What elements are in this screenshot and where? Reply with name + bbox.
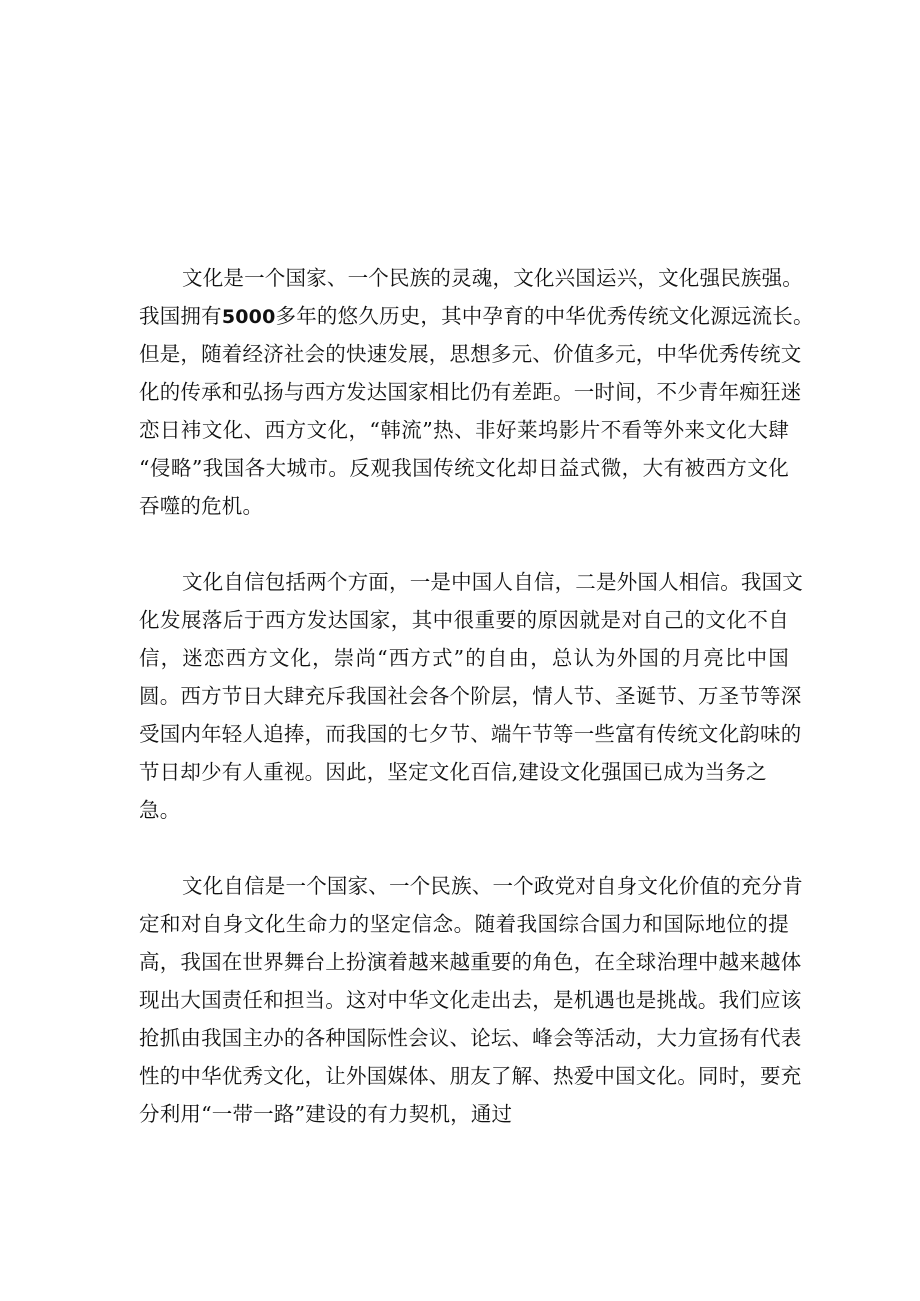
text-line: 性的中华优秀文化，让外国媒体、朋友了解、热爱中国文化。同时，要充 — [139, 1064, 802, 1088]
text-line: 急。 — [139, 798, 181, 822]
text-line: 受国内年轻人追捧，而我国的七夕节、端午节等一些富有传统文化韵味的 — [139, 722, 802, 746]
text-line: 节日却少有人重视。因此，坚定文化百信,建设文化强国已成为当务之 — [139, 760, 767, 784]
text-line: 化发展落后于西方发达国家，其中很重要的原因就是对自己的文化不自 — [139, 608, 789, 632]
text-line: “侵略”我国各大城市。反观我国传统文化却日益式微，大有被西方文化 — [139, 456, 789, 480]
number-5000: 5000 — [221, 306, 276, 328]
paragraph-3 — [139, 867, 803, 1133]
text-line: 现出大国责任和担当。这对中华文化走出去，是机遇也是挑战。我们应该 — [139, 988, 802, 1012]
paragraph-2 — [139, 563, 803, 829]
text-line: 信，迷恋西方文化，崇尚“西方式”的自由，总认为外国的月亮比中国 — [139, 646, 789, 670]
text-line: 吞噬的危机。 — [139, 494, 264, 518]
text-fragment: 我国拥有 — [139, 304, 222, 328]
text-line: 恋日袆文化、西方文化，“韩流”热、非好莱坞影片不看等外来文化大肆 — [139, 418, 789, 442]
paragraph-1 — [139, 259, 814, 525]
text-line: 圆。西方节日大肆充斥我国社会各个阶层，情人节、圣诞节、万圣节等深 — [139, 684, 802, 708]
text-line: 但是，随着经济社会的快速发展，思想多元、价值多元，中华优秀传统文 — [139, 342, 802, 366]
text-line — [139, 297, 814, 335]
text-line: 分利用“一带一路”建设的有力契机，通过 — [139, 1102, 513, 1126]
text-line: 抢抓由我国主办的各种国际性会议、论坛、峰会等活动，大力宣扬有代表 — [139, 1026, 802, 1050]
text-line: 定和对自身文化生命力的坚定信念。随着我国综合国力和国际地位的提 — [139, 912, 789, 936]
text-fragment: 多年的悠久历史，其中孕育的中华优秀传统文化源远流长。 — [275, 304, 814, 328]
text-line: 化的传承和弘扬与西方发达国家相比仍有差距。一时间，不少青年痴狂迷 — [139, 380, 802, 404]
text-line: 高，我国在世界舞台上扮演着越来越重要的角色，在全球治理中越来越体 — [139, 950, 802, 974]
text-line: 文化自信是一个国家、一个民族、一个政党对自身文化价值的充分肯 — [182, 874, 803, 898]
text-line: 文化自信包括两个方面，一是中国人自信，二是外国人相信。我国文 — [182, 570, 803, 594]
text-line: 文化是一个国家、一个民族的灵魂，文化兴国运兴，文化强民族强。 — [182, 266, 803, 290]
